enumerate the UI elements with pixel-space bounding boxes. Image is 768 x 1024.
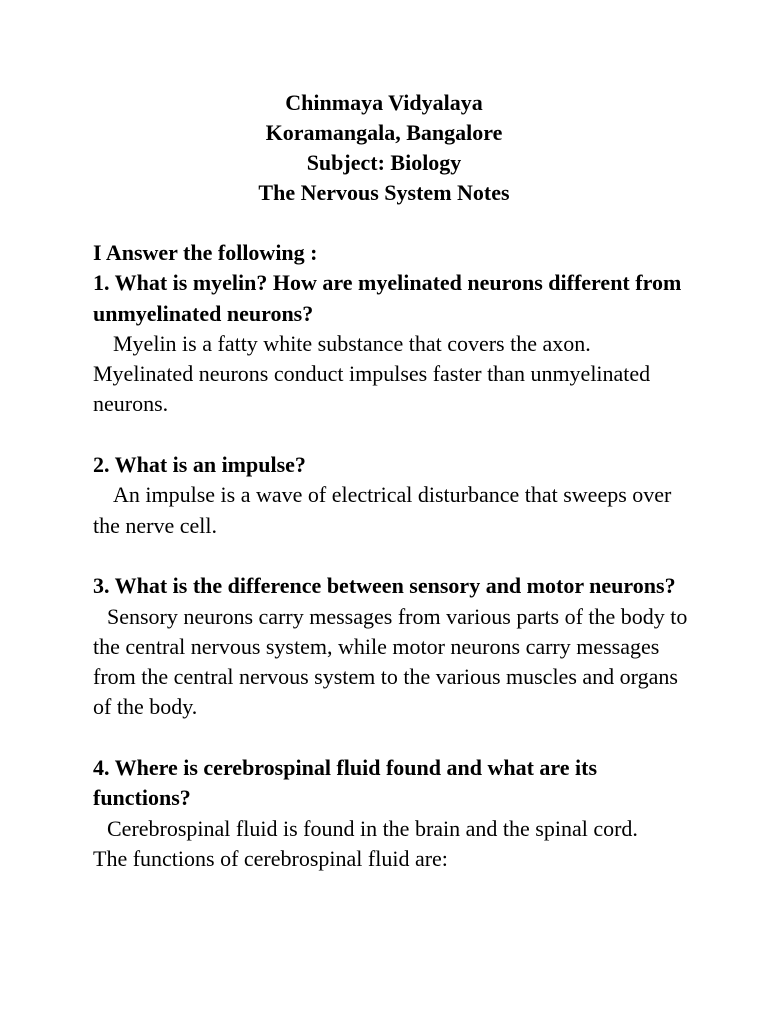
section-heading: I Answer the following : — [93, 240, 318, 265]
document-header — [0, 88, 768, 208]
school-location: Koramangala, Bangalore — [265, 120, 503, 145]
answer-4-continued: The functions of cerebrospinal fluid are: — [93, 845, 448, 871]
question-2: 2. What is an impulse? — [93, 452, 306, 478]
subject-line: Subject: Biology — [306, 150, 462, 175]
spacer — [93, 723, 693, 753]
answer-1: Myelin is a fatty white substance that covers the axon. Myelinated neurons conduct impulses faster than unmyelinated neurons. — [93, 330, 651, 417]
question-3: 3. What is the difference between sensory and motor neurons? — [93, 573, 676, 599]
document-body — [93, 238, 693, 874]
question-4: 4. Where is cerebrospinal fluid found and what are its functions? — [93, 755, 598, 811]
spacer — [93, 541, 693, 571]
answer-3: Sensory neurons carry messages from various parts of the body to the central nervous system, while motor neurons carry messages from the central nervous system to the various muscles and organs of the body. — [93, 603, 688, 720]
answer-2: An impulse is a wave of electrical disturbance that sweeps over the nerve cell. — [93, 482, 672, 538]
document-title: The Nervous System Notes — [258, 180, 510, 205]
spacer — [93, 420, 693, 450]
question-1: 1. What is myelin? How are myelinated neurons different from unmyelinated neurons? — [93, 270, 682, 326]
answer-4: Cerebrospinal fluid is found in the brain and the spinal cord. — [107, 815, 638, 841]
school-name: Chinmaya Vidyalaya — [285, 90, 483, 115]
